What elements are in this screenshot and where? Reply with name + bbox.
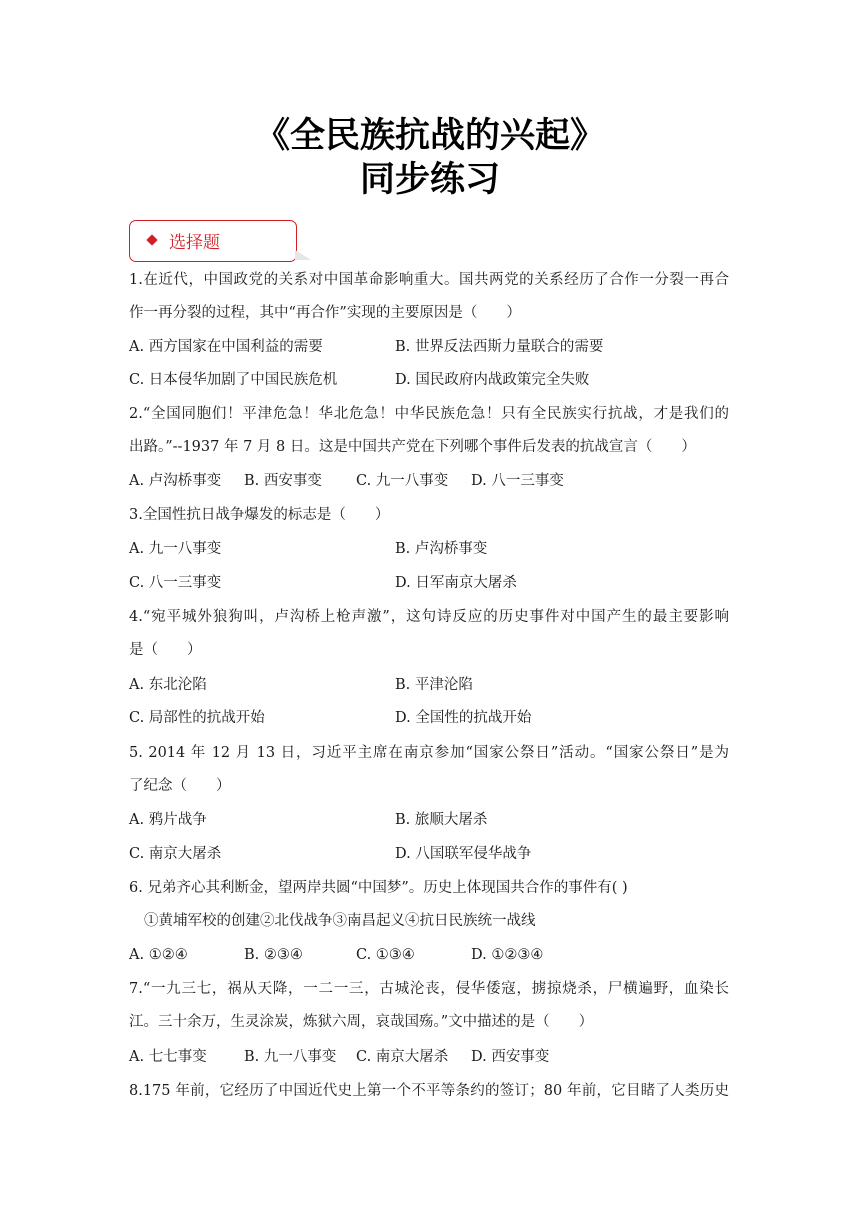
question-3-option-d: D. 日军南京大屠杀: [395, 575, 517, 591]
question-6-option-c: C. ①③④: [356, 947, 415, 963]
question-5-stem-line-2: 了纪念（ ）: [129, 778, 231, 794]
question-2-option-c: C. 九一八事变: [356, 473, 449, 489]
question-5-option-d: D. 八国联军侵华战争: [395, 846, 532, 862]
question-6-stem-line-2: ①黄埔军校的创建②北伐战争③南昌起义④抗日民族统一战线: [144, 913, 536, 929]
question-6-option-b: B. ②③④: [244, 947, 303, 963]
page-subtitle: 同步练习: [359, 160, 500, 200]
question-4-option-c: C. 局部性的抗战开始: [129, 710, 265, 726]
question-4-option-d: D. 全国性的抗战开始: [395, 710, 532, 726]
question-6-option-d: D. ①②③④: [471, 947, 544, 963]
question-3-option-c: C. 八一三事变: [129, 575, 222, 591]
question-5-stem-line-1: 5. 2014 年 12 月 13 日，习近平主席在南京参加“国家公祭日”活动。“国家公祭日”是为: [129, 745, 729, 761]
question-7-stem-line-2: 江。三十余万，生灵涂炭，炼狱六周，哀哉国殇。”文中描述的是（ ）: [129, 1014, 594, 1030]
question-5-option-a: A. 鸦片战争: [129, 812, 207, 828]
section-header-tab: [295, 250, 311, 260]
question-1-option-a: A. 西方国家在中国利益的需要: [129, 339, 323, 355]
question-3-option-b: B. 卢沟桥事变: [395, 541, 488, 557]
page-title: 《全民族抗战的兴起》: [254, 116, 605, 156]
question-1-option-d: D. 国民政府内战政策完全失败: [395, 372, 590, 388]
question-6-stem-line-1: 6. 兄弟齐心其利断金，望两岸共圆“中国梦”。历史上体现国共合作的事件有( ): [129, 880, 628, 896]
question-5-option-b: B. 旅顺大屠杀: [395, 812, 488, 828]
question-7-option-c: C. 南京大屠杀: [356, 1049, 449, 1065]
question-2-stem-line-2: 出路。”--1937 年 7 月 8 日。这是中国共产党在下列哪个事件后发表的抗战宣言（ ）: [129, 439, 696, 455]
question-1-stem-line-2: 作一再分裂的过程，其中“再合作”实现的主要原因是（ ）: [129, 305, 521, 321]
question-2-stem-line-1: 2.“全国同胞们！平津危急！华北危急！中华民族危急！只有全民族实行抗战，才是我们的: [129, 406, 729, 422]
question-1-option-b: B. 世界反法西斯力量联合的需要: [395, 339, 604, 355]
section-header: [129, 220, 325, 262]
question-3-option-a: A. 九一八事变: [129, 541, 222, 557]
question-1-option-c: C. 日本侵华加剧了中国民族危机: [129, 372, 338, 388]
question-3-stem-line-1: 3.全国性抗日战争爆发的标志是（ ）: [129, 507, 390, 523]
question-1-stem-line-1: 1.在近代，中国政党的关系对中国革命影响重大。国共两党的关系经历了合作一分裂一再合: [129, 272, 729, 288]
question-5-option-c: C. 南京大屠杀: [129, 846, 222, 862]
question-2-option-b: B. 西安事变: [244, 473, 322, 489]
question-7-option-a: A. 七七事变: [129, 1049, 207, 1065]
question-7-option-b: B. 九一八事变: [244, 1049, 337, 1065]
question-4-option-a: A. 东北沦陷: [129, 677, 207, 693]
question-4-stem-line-1: 4.“宛平城外狼狗叫，卢沟桥上枪声激”，这句诗反应的历史事件对中国产生的最主要影响: [129, 609, 729, 625]
section-header-label: 选择题: [169, 233, 220, 253]
question-8-stem-line-1: 8.175 年前，它经历了中国近代史上第一个不平等条约的签订；80 年前，它目睹了人类历史: [129, 1083, 729, 1099]
question-2-option-d: D. 八一三事变: [471, 473, 564, 489]
question-7-stem-line-1: 7.“一九三七，祸从天降，一二一三，古城沦丧，侵华倭寇，掳掠烧杀，尸横遍野，血染长: [129, 981, 729, 997]
question-4-stem-line-2: 是（ ）: [129, 642, 202, 658]
question-7-option-d: D. 西安事变: [471, 1049, 550, 1065]
question-6-option-a: A. ①②④: [129, 947, 188, 963]
question-2-option-a: A. 卢沟桥事变: [129, 473, 222, 489]
question-4-option-b: B. 平津沦陷: [395, 677, 473, 693]
